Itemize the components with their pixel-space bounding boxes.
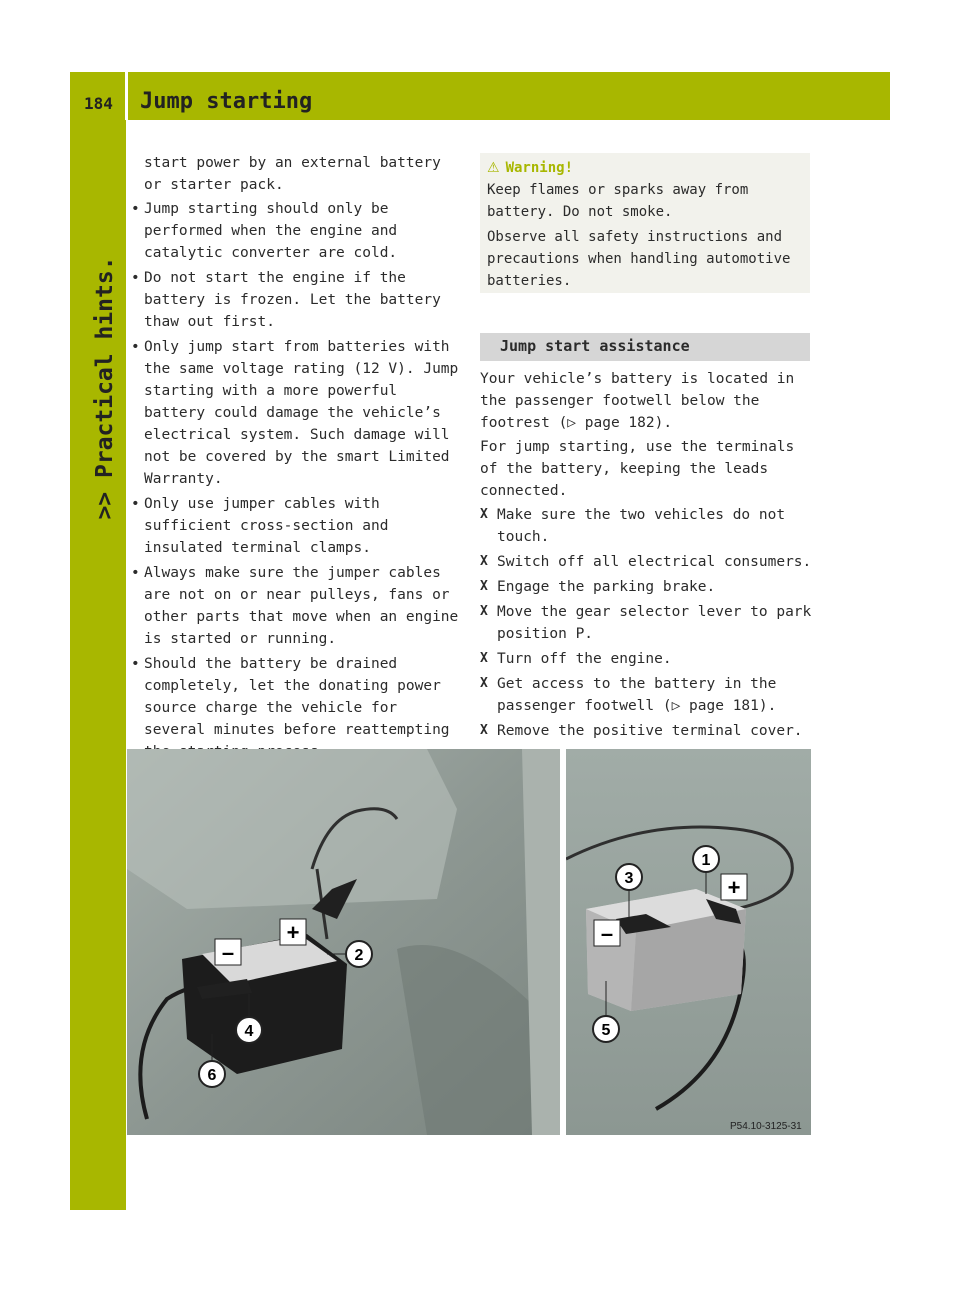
callout-6: 6 xyxy=(207,1067,217,1084)
step-item: X Switch off all electrical consumers. xyxy=(480,551,815,573)
page-title: Jump starting xyxy=(140,89,313,114)
plus-label: + xyxy=(727,875,741,900)
side-tab-label: >> Practical hints. xyxy=(92,256,118,520)
minus-label: – xyxy=(600,921,614,946)
list-item: • Jump starting should only be performed when the engine and catalytic converter are cold. xyxy=(131,201,398,261)
warning-box xyxy=(480,153,810,293)
step-item: X Get access to the battery in the passenger footwell (▷ page 181). xyxy=(480,673,815,717)
page-number: 184 xyxy=(84,94,113,113)
figure-code: P54.10-3125-31 xyxy=(730,1121,802,1132)
callout-3: 3 xyxy=(624,870,634,887)
arrow-icon: X xyxy=(480,554,488,569)
callout-2: 2 xyxy=(354,947,364,964)
warning-title: Warning! xyxy=(505,160,573,176)
warning-line: Keep flames or sparks away from battery. Do not smoke. xyxy=(487,182,749,220)
minus-label: – xyxy=(221,940,235,965)
callout-1: 1 xyxy=(701,852,711,869)
list-item: • Only use jumper cables with sufficient cross-section and insulated terminal clamps. xyxy=(131,496,389,556)
left-column xyxy=(131,152,461,766)
arrow-icon: X xyxy=(480,676,488,691)
paragraph: Your vehicle’s battery is located in the passenger footwell below the footrest (▷ page 182). xyxy=(480,371,795,431)
paragraph: For jump starting, use the terminals of the battery, keeping the leads connected. xyxy=(480,439,795,499)
step-item: X Make sure the two vehicles do not touch. xyxy=(480,504,815,548)
arrow-icon: X xyxy=(480,723,488,738)
list-item: • Should the battery be drained completely, let the donating power source charge the vehicle for several minutes before reattempting xyxy=(131,656,450,738)
step-item: X Engage the parking brake. xyxy=(480,576,815,598)
warning-triangle-icon: ⚠ xyxy=(487,160,500,176)
section-heading: Jump start assistance xyxy=(480,333,810,361)
step-item: X Remove the positive terminal cover. xyxy=(480,720,815,742)
step-item: X Move the gear selector lever to park position P. xyxy=(480,601,815,645)
jump-start-body xyxy=(480,368,815,745)
warning-line: Observe all safety instructions and precautions when handling automotive batteries. xyxy=(487,229,791,289)
donor-battery-illustration xyxy=(566,749,811,1135)
list-item: • Always make sure the jumper cables are not on or near pulleys, fans or other parts that move when an engine is started or running. xyxy=(131,565,459,647)
callout-5: 5 xyxy=(601,1022,611,1039)
list-item: • Do not start the engine if the battery is frozen. Let the battery thaw out first. xyxy=(131,270,441,330)
intro-text: start power by an external battery or starter pack. xyxy=(144,155,441,193)
warning-heading xyxy=(487,157,803,179)
arrow-icon: X xyxy=(480,579,488,594)
step-item: X Turn off the engine. xyxy=(480,648,815,670)
footwell-battery-illustration xyxy=(127,749,560,1135)
arrow-icon: X xyxy=(480,651,488,666)
plus-label: + xyxy=(286,920,300,945)
list-item: • Only jump start from batteries with the same voltage rating (12 V). Jump starting with a more powerful battery could damage the vehicle’s electrical system. Such damage will not be covered by the smart Limited Warranty. xyxy=(131,339,459,487)
callout-4: 4 xyxy=(244,1023,254,1040)
arrow-icon: X xyxy=(480,604,488,619)
arrow-icon: X xyxy=(480,507,488,522)
header-divider xyxy=(125,72,128,120)
